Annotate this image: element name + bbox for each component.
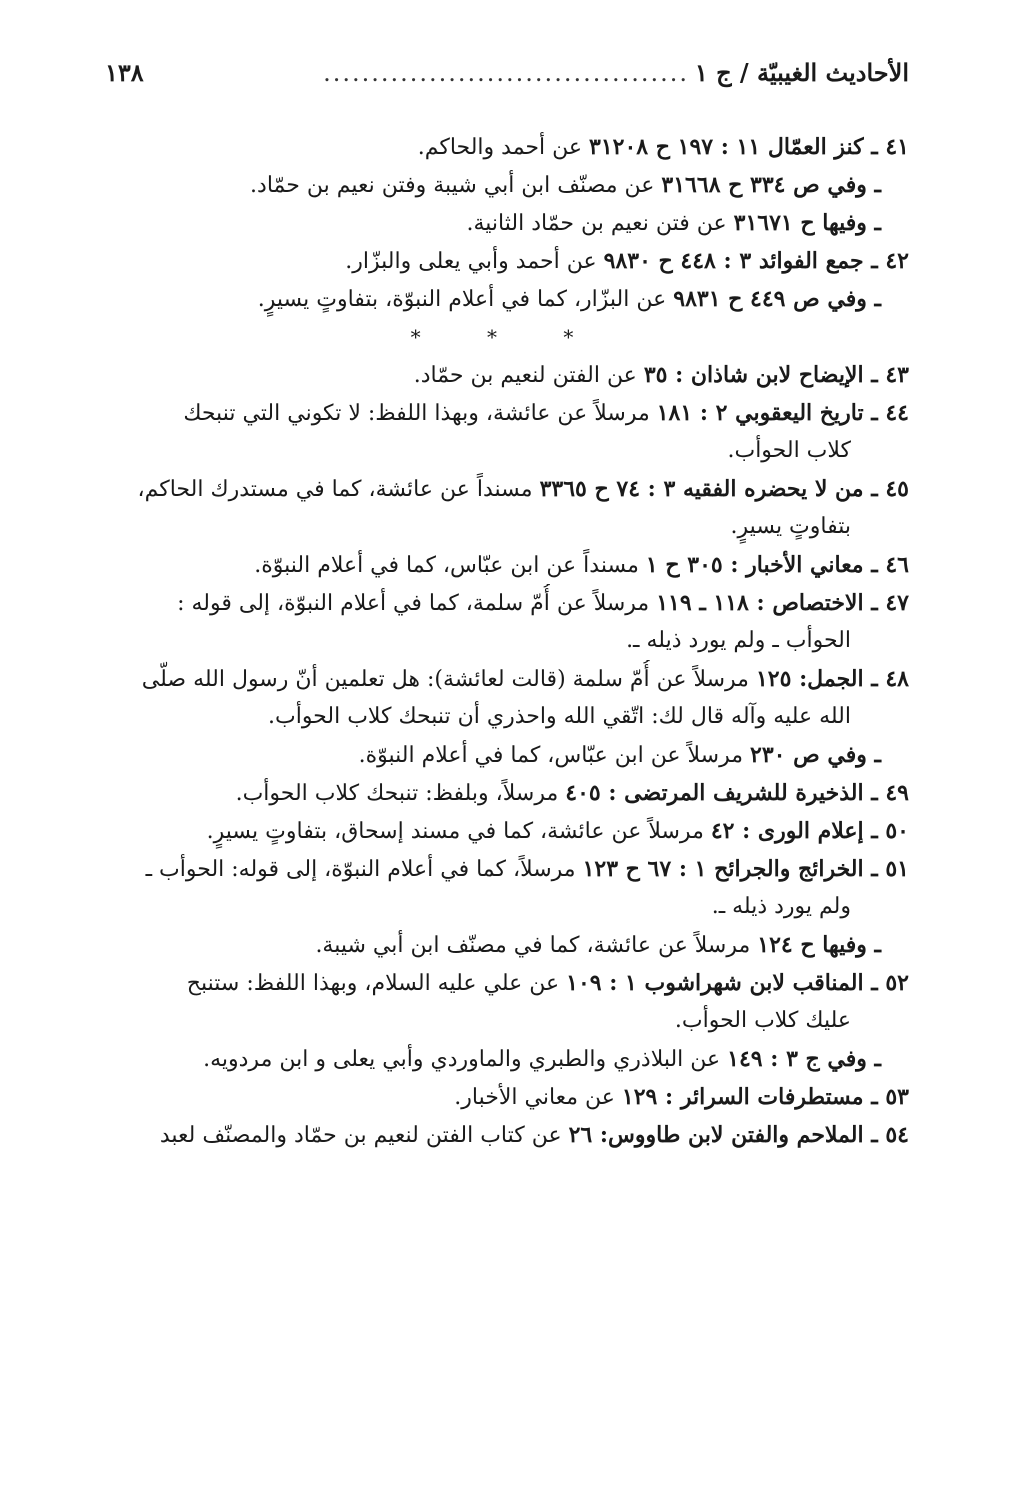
source-reference: ٤٧ ـ الاختصاص : ١١٨ ـ ١١٩	[656, 590, 909, 616]
source-reference: ٤٨ ـ الجمل: ١٢٥	[755, 666, 909, 692]
text-line	[105, 774, 909, 812]
line-text: بتفاوتٍ يسيرٍ.	[730, 514, 851, 539]
line-text: ولم يورد ذيله ـ.	[711, 894, 851, 919]
line-text: عن أحمد والحاكم.	[417, 135, 590, 160]
line-text: عليك كلاب الحوأب.	[674, 1008, 851, 1033]
line-text: مسنداً عن ابن عبّاس، كما في أعلام النبوّة.	[254, 553, 646, 578]
source-reference: ـ وفي ج ٣ : ١٤٩	[727, 1046, 881, 1072]
line-text: عن معاني الأخبار.	[454, 1085, 622, 1110]
source-reference: ٤٢ ـ جمع الفوائد ٣ : ٤٤٨ ح ٩٨٣٠	[603, 248, 909, 274]
text-line	[105, 1040, 909, 1078]
text-line	[105, 926, 909, 964]
text-line	[105, 1116, 909, 1154]
source-reference: ٥٠ ـ إعلام الورى : ٤٢	[710, 818, 909, 844]
reference-list	[105, 128, 909, 1154]
text-line	[105, 128, 909, 166]
line-text: عن البزّار، كما في أعلام النبوّة، بتفاوتٍ يسيرٍ.	[257, 287, 674, 312]
source-reference: ـ وفيها ح ٣١٦٧١	[733, 210, 881, 236]
running-title: الأحاديث الغيبيّة / ج ١	[694, 58, 909, 87]
text-line	[105, 812, 909, 850]
source-reference: ٥٢ ـ المناقب لابن شهراشوب ١ : ١٠٩	[566, 970, 909, 996]
line-text: مرسلاً عن عائشة، كما في مصنّف ابن أبي شيبة.	[315, 933, 758, 958]
leader-dots: ......................................	[323, 59, 689, 87]
line-text: كلاب الحوأب.	[727, 438, 851, 463]
line-text: مرسلاً، كما في أعلام النبوّة، إلى قوله: الحوأب ـ	[145, 857, 583, 882]
text-line	[105, 204, 909, 242]
text-line	[105, 850, 909, 888]
line-text: مرسلاً عن عائشة، كما في مسند إسحاق، بتفاوتٍ يسيرٍ.	[206, 819, 711, 844]
source-reference: ٤١ ـ كنز العمّال ١١ : ١٩٧ ح ٣١٢٠٨	[589, 134, 909, 160]
line-text: * * *	[410, 325, 604, 349]
line-text: مسنداً عن عائشة، كما في مستدرك الحاكم،	[137, 477, 540, 502]
text-line	[105, 888, 909, 926]
source-reference: ٥٣ ـ مستطرفات السرائر : ١٢٩	[621, 1084, 909, 1110]
source-reference: ٥٤ ـ الملاحم والفتن لابن طاووس: ٢٦	[568, 1122, 909, 1148]
source-reference: ـ وفيها ح ١٢٤	[757, 932, 881, 958]
line-text: عن فتن نعيم بن حمّاد الثانية.	[466, 211, 734, 236]
line-text: مرسلاً، وبلفظ: تنبحك كلاب الحوأب.	[235, 781, 566, 806]
source-reference: ٤٥ ـ من لا يحضره الفقيه ٣ : ٧٤ ح ٣٣٦٥	[539, 476, 909, 502]
source-reference: ٤٦ ـ معاني الأخبار : ٣٠٥ ح ١	[645, 552, 909, 578]
text-line	[105, 660, 909, 698]
text-line	[105, 546, 909, 584]
source-reference: ٥١ ـ الخرائج والجرائح ١ : ٦٧ ح ١٢٣	[582, 856, 909, 882]
text-line	[105, 280, 909, 318]
source-reference: ـ وفي ص ٢٣٠	[750, 742, 881, 768]
line-text: مرسلاً عن أُمّ سلمة، كما في أعلام النبوّة، إلى قوله :	[177, 591, 657, 616]
text-line	[105, 964, 909, 1002]
page-header	[105, 56, 909, 90]
source-reference: ـ وفي ص ٤٤٩ ح ٩٨٣١	[673, 286, 881, 312]
line-text: مرسلاً عن ابن عبّاس، كما في أعلام النبوّة.	[358, 743, 751, 768]
source-reference: ـ وفي ص ٣٣٤ ح ٣١٦٦٨	[661, 172, 881, 198]
line-text: مرسلاً عن أُمّ سلمة (قالت لعائشة): هل تعلمين أنّ رسول الله صلّى	[141, 667, 756, 692]
source-reference: ٤٩ ـ الذخيرة للشريف المرتضى : ٤٠٥	[565, 780, 909, 806]
source-reference: ٤٣ ـ الإيضاح لابن شاذان : ٣٥	[643, 362, 909, 388]
line-text: الحوأب ـ ولم يورد ذيله ـ.	[626, 628, 851, 653]
text-line	[105, 394, 909, 432]
line-text: عن أحمد وأبي يعلى والبزّار.	[345, 249, 604, 274]
line-text: مرسلاً عن عائشة، وبهذا اللفظ: لا تكوني التي تنبحك	[183, 401, 657, 426]
text-line	[105, 508, 909, 546]
line-text: الله عليه وآله قال لك: اتّقي الله واحذري أن تنبحك كلاب الحوأب.	[268, 704, 851, 729]
text-line	[105, 1002, 909, 1040]
text-line	[105, 470, 909, 508]
line-text: عن علي عليه السلام، وبهذا اللفظ: ستنبح	[186, 971, 567, 996]
text-line	[105, 166, 909, 204]
text-line	[105, 242, 909, 280]
text-line	[105, 432, 909, 470]
text-line	[105, 698, 909, 736]
text-line	[105, 736, 909, 774]
line-text: عن الفتن لنعيم بن حمّاد.	[413, 363, 644, 388]
line-text: عن البلاذري والطبري والماوردي وأبي يعلى و ابن مردويه.	[203, 1047, 728, 1072]
text-line	[105, 622, 909, 660]
text-line	[105, 1078, 909, 1116]
source-reference: ٤٤ ـ تاريخ اليعقوبي ٢ : ١٨١	[656, 400, 909, 426]
text-line	[105, 356, 909, 394]
page-number: ١٣٨	[105, 58, 144, 87]
line-text: عن كتاب الفتن لنعيم بن حمّاد والمصنّف لعبد	[159, 1123, 569, 1148]
section-separator	[105, 318, 909, 356]
line-text: عن مصنّف ابن أبي شيبة وفتن نعيم بن حمّاد.	[250, 173, 662, 198]
text-line	[105, 584, 909, 622]
